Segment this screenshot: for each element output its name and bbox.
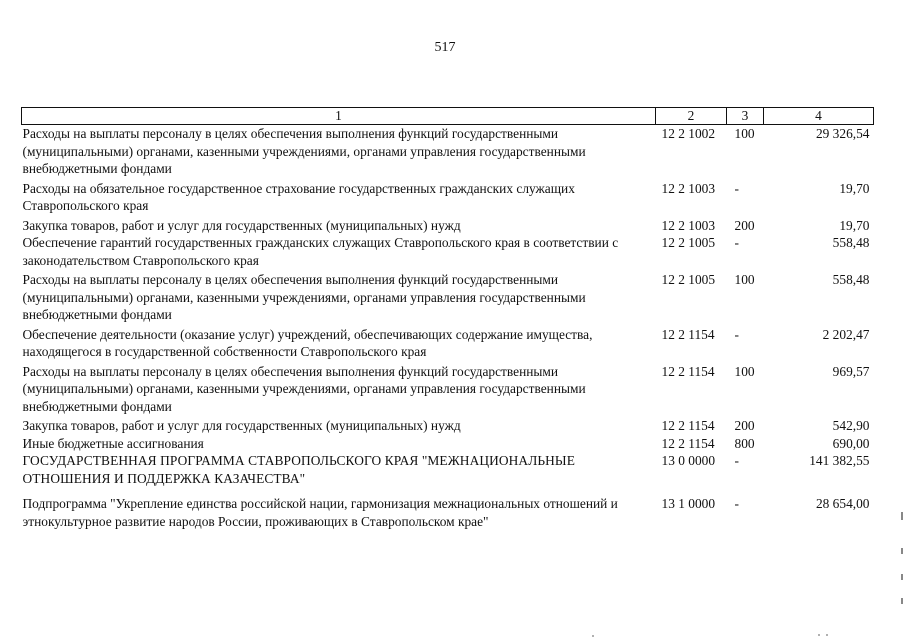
column-header-2: 2 (656, 108, 727, 125)
row-amount: 690,00 (832, 435, 870, 451)
row-expense-type: - (734, 496, 739, 511)
table-row (22, 180, 874, 217)
row-amount: 19,70 (839, 217, 870, 233)
row-amount: 542,90 (832, 418, 870, 433)
table-row (22, 435, 874, 453)
row-name: Подпрограмма "Укрепление единства российской нации, гармонизация межнациональных отношений и этнокультурное развитие народов России, проживающих в Ставропольском крае" (22, 496, 618, 529)
table-row (22, 271, 874, 326)
column-header-4: 4 (764, 108, 874, 125)
row-expense-type: 800 (734, 435, 755, 451)
table-row (22, 363, 874, 418)
row-amount: 969,57 (832, 363, 870, 379)
row-expense-type: - (734, 235, 739, 250)
table-row (22, 217, 874, 235)
row-name: Расходы на обязательное государственное страхование государственных гражданских служащих Ставропольского края (22, 180, 575, 213)
row-expense-type: 200 (734, 217, 755, 233)
scan-artifact (901, 574, 903, 580)
table-row (22, 125, 874, 180)
row-code: 12 2 1154 (661, 326, 715, 342)
row-code: 12 2 1154 (661, 363, 715, 379)
row-name: Расходы на выплаты персоналу в целях обеспечения выполнения функций государственными (муниципальными) органами, казенными учреждениями, органами управления государственными внебюджетными фондами (22, 363, 586, 414)
row-amount: 28 654,00 (815, 496, 870, 511)
row-code: 12 2 1154 (661, 435, 715, 451)
row-amount: 19,70 (839, 180, 870, 196)
row-expense-type: 100 (734, 363, 755, 379)
row-name: Иные бюджетные ассигнования (22, 435, 204, 451)
row-amount: 2 202,47 (822, 326, 870, 342)
table-row (22, 452, 874, 495)
row-name: Закупка товаров, работ и услуг для государственных (муниципальных) нужд (22, 418, 461, 433)
table-row (22, 495, 874, 530)
row-expense-type: 100 (734, 126, 755, 141)
scan-artifact (901, 512, 903, 520)
column-header-1: 1 (22, 108, 656, 125)
row-expense-type: 200 (734, 418, 755, 433)
row-expense-type: - (734, 326, 739, 342)
row-expense-type: 100 (734, 272, 755, 287)
row-amount: 558,48 (832, 272, 870, 287)
row-amount: 141 382,55 (809, 453, 870, 468)
row-code: 12 2 1003 (661, 217, 716, 233)
table-row (22, 234, 874, 271)
table-row (22, 417, 874, 435)
header-row (22, 108, 874, 125)
row-name: Закупка товаров, работ и услуг для государственных (муниципальных) нужд (22, 217, 461, 233)
budget-table (21, 107, 874, 530)
scan-artifact (818, 634, 820, 636)
row-amount: 29 326,54 (815, 126, 870, 141)
row-code: 13 0 0000 (661, 453, 716, 468)
row-code: 12 2 1005 (661, 235, 716, 250)
row-name: Расходы на выплаты персоналу в целях обеспечения выполнения функций государственными (муниципальными) органами, казенными учреждениями, органами управления государственными внебюджетными фондами (22, 272, 586, 322)
row-code: 13 1 0000 (661, 496, 716, 511)
row-code: 12 2 1003 (661, 180, 716, 196)
table-row (22, 326, 874, 363)
row-expense-type: - (734, 453, 739, 468)
row-name: Обеспечение деятельности (оказание услуг) учреждений, обеспечивающих содержание имущества, находящегося в государственной собственности Ставропольского края (22, 326, 593, 359)
row-code: 12 2 1005 (661, 272, 716, 287)
row-code: 12 2 1002 (661, 126, 716, 141)
row-name: Расходы на выплаты персоналу в целях обеспечения выполнения функций государственными (муниципальными) органами, казенными учреждениями, органами управления государственными внебюджетными фондами (22, 126, 586, 176)
row-name: Обеспечение гарантий государственных гражданских служащих Ставропольского края в соответствии с законодательством Ставропольского края (22, 235, 619, 268)
scan-artifact (901, 598, 903, 604)
column-header-3: 3 (727, 108, 764, 125)
row-name: ГОСУДАРСТВЕННАЯ ПРОГРАММА СТАВРОПОЛЬСКОГО КРАЯ "МЕЖНАЦИОНАЛЬНЫЕ ОТНОШЕНИЯ И ПОДДЕРЖКА КАЗАЧЕСТВА" (22, 453, 575, 486)
scan-artifact (826, 634, 828, 636)
page-number: 517 (434, 40, 456, 55)
table-header (22, 108, 874, 125)
table-body (22, 125, 874, 531)
scan-artifact (901, 548, 903, 554)
scan-artifact (592, 635, 594, 637)
row-code: 12 2 1154 (661, 418, 715, 433)
row-expense-type: - (734, 180, 739, 196)
row-amount: 558,48 (832, 235, 870, 250)
